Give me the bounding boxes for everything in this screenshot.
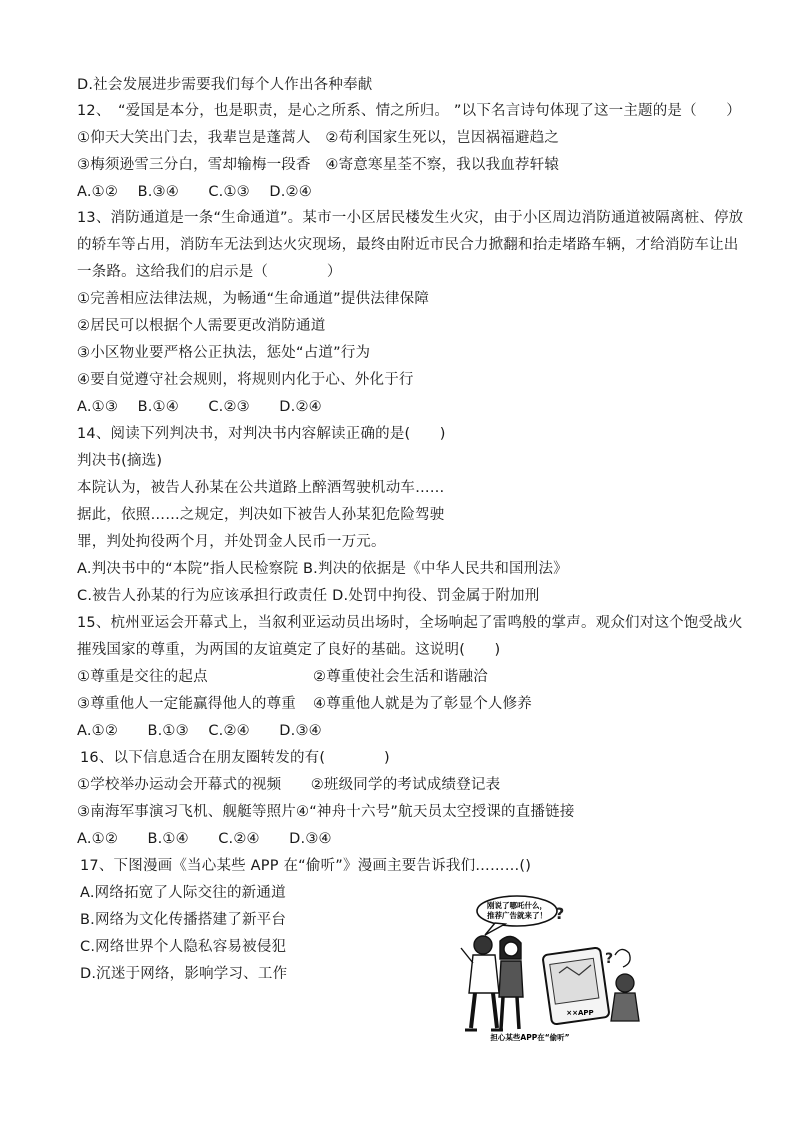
q13-option-3: ③小区物业要严格公正执法，惩处“占道”行为 — [77, 345, 371, 361]
q14-stem: 14、阅读下列判决书，对判决书内容解读正确的是( ) — [77, 426, 446, 442]
question-mark-icon: ? — [605, 951, 614, 967]
q15-option-1: ①尊重是交往的起点 — [77, 669, 208, 685]
phone-icon — [542, 947, 609, 1024]
q13-stem-line1: 13、消防通道是一条“生命通道”。某市一小区居民楼发生火灾，由于小区周边消防通道被隔离桩、停放 — [77, 210, 744, 226]
q15-stem-line1: 15、杭州亚运会开幕式上，当叙利亚运动员出场时，全场响起了雷鸣般的掌声。观众们对这个饱受战火 — [77, 615, 743, 631]
question-mark-icon: ? — [555, 904, 565, 923]
q17-option-b: B.网络为文化传播搭建了新平台 — [80, 912, 287, 928]
q15-answers: A.①② B.①③ C.②④ D.③④ — [77, 723, 322, 739]
q16-options-line2: ③南海军事演习飞机、舰艇等照片④“神舟十六号”航天员太空授课的直播链接 — [77, 804, 575, 820]
q11-option-d: D.社会发展进步需要我们每个人作出各种奉献 — [77, 77, 373, 93]
q13-option-4: ④要自觉遵守社会规则，将规则内化于心、外化于行 — [77, 372, 414, 388]
q12-stem: 12、 “爱国是本分，也是职责，是心之所系、情之所归。 ”以下名言诗句体现了这一主题的是（ ） — [77, 103, 741, 119]
q16-options-line1: ①学校举办运动会开幕式的视频 ②班级同学的考试成绩登记表 — [77, 777, 501, 793]
man-figure — [461, 936, 503, 1030]
q12-answers: A.①② B.③④ C.①③ D.②④ — [77, 184, 312, 200]
q15-stem-line2: 摧残国家的尊重，为两国的友谊奠定了良好的基础。这说明( ) — [77, 642, 501, 658]
q13-stem-line3: 一条路。这给我们的启示是（ ） — [77, 264, 342, 280]
speech-bubble — [477, 896, 557, 935]
q13-stem-line2: 的轿车等占用，消防车无法到达火灾现场，最终由附近市民合力掀翻和抬走堵路车辆，才给消防车让出 — [77, 237, 739, 253]
bubble-text-2: 推荐广告就来了！ — [487, 911, 547, 920]
q13-option-2: ②居民可以根据个人需要更改消防通道 — [77, 318, 326, 334]
listener-figure — [611, 949, 639, 1021]
bubble-text-1: 刚说了哪吒什么， — [487, 901, 547, 910]
q16-stem: 16、以下信息适合在朋友圈转发的有( ) — [80, 750, 390, 766]
q13-option-1: ①完善相应法律法规，为畅通“生命通道”提供法律保障 — [77, 291, 430, 307]
q13-answers: A.①③ B.①④ C.②③ D.②④ — [77, 399, 322, 415]
q17-cartoon — [455, 893, 650, 1043]
q14-doc-line2: 据此，依照……之规定，判决如下被告人孙某犯危险驾驶 — [77, 507, 445, 523]
cartoon-caption: 担心某些APP在“偷听” — [490, 1033, 570, 1042]
q14-options-cd: C.被告人孙某的行为应该承担行政责任 D.处罚中拘役、罚金属于附加刑 — [77, 588, 540, 604]
q17-stem: 17、下图漫画《当心某些 APP 在“偷听”》漫画主要告诉我们………() — [80, 858, 532, 874]
q15-option-3: ③尊重他人一定能赢得他人的尊重 — [77, 696, 296, 712]
q14-doc-line1: 本院认为，被告人孙某在公共道路上醉酒驾驶机动车…… — [77, 480, 445, 496]
q17-option-d: D.沉迷于网络，影响学习、工作 — [80, 966, 288, 982]
woman-figure — [499, 936, 523, 1029]
q12-options-line1: ①仰天大笑出门去，我辈岂是蓬蒿人 ②苟利国家生死以，岂因祸福避趋之 — [77, 130, 560, 146]
q14-doc-line3: 罪，判处拘役两个月，并处罚金人民币一万元。 — [77, 534, 386, 550]
q12-options-line2: ③梅须逊雪三分白，雪却输梅一段香 ④寄意寒星荃不察，我以我血荐轩辕 — [77, 157, 560, 173]
q14-options-ab: A.判决书中的“本院”指人民检察院 B.判决的依据是《中华人民共和国刑法》 — [77, 561, 568, 577]
q16-answers: A.①② B.①④ C.②④ D.③④ — [77, 831, 332, 847]
q15-option-2: ②尊重使社会生活和谐融洽 — [313, 669, 488, 685]
q17-option-a: A.网络拓宽了人际交往的新通道 — [80, 885, 286, 901]
q15-option-4: ④尊重他人就是为了彰显个人修养 — [313, 696, 532, 712]
q14-doc-title: 判决书(摘选) — [77, 453, 163, 469]
phone-label: ××APP — [566, 1009, 594, 1017]
q17-option-c: C.网络世界个人隐私容易被侵犯 — [80, 939, 287, 955]
